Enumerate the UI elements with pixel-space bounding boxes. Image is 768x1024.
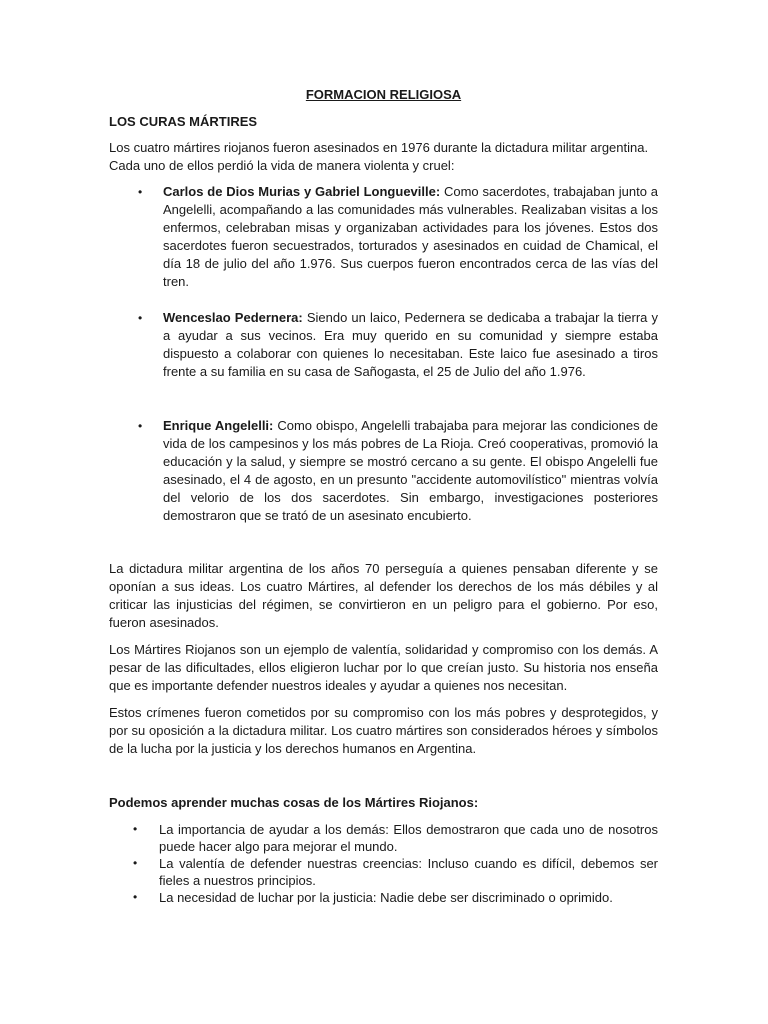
intro-paragraph: Los cuatro mártires riojanos fueron asesinados en 1976 durante la dictadura militar argentina. Cada uno de ellos perdió la vida de manera violenta y cruel:	[109, 140, 649, 173]
lessons-list	[109, 821, 658, 906]
martyr-name: Enrique Angelelli:	[163, 418, 274, 433]
list-item	[109, 417, 658, 525]
list-item	[109, 889, 658, 906]
document-title: FORMACION RELIGIOSA	[305, 87, 462, 102]
body-paragraph: La dictadura militar argentina de los años 70 perseguía a quienes pensaban diferente y se oponían a sus ideas. Los cuatro Mártires, al defender los derechos de los más débiles y al criticar las injusticias del régimen, se convirtieron en un peligro para el gobierno. Por eso, fueron asesinados.	[109, 561, 658, 630]
list-item	[109, 855, 658, 889]
bullet-icon: •	[133, 890, 138, 904]
bullet-icon: •	[138, 419, 143, 433]
lesson-text: La valentía de defender nuestras creencias: Incluso cuando es difícil, debemos ser fieles a nuestros principios.	[159, 856, 658, 888]
list-item	[109, 183, 658, 291]
martyrs-list	[109, 183, 658, 525]
bullet-icon: •	[133, 822, 138, 836]
lessons-heading: Podemos aprender muchas cosas de los Mártires Riojanos:	[109, 795, 479, 810]
body-paragraph: Los Mártires Riojanos son un ejemplo de valentía, solidaridad y compromiso con los demás. A pesar de las dificultades, ellos eligieron luchar por lo que creían justo. Su historia nos enseña que es importante defender nuestros ideales y ayudar a quienes nos necesitan.	[109, 642, 658, 693]
spacer	[109, 525, 658, 552]
martyr-description: Siendo un laico, Pedernera se dedicaba a trabajar la tierra y a ayudar a sus vecinos. Era muy querido en su comunidad y siempre estaba dispuesto a colaborar con quienes lo necesitaban. Este laico fue asesinado a tiros frente a su familia en su casa de Sañogasta, el 25 de Julio del año 1.976.	[163, 310, 658, 379]
list-item	[109, 309, 658, 381]
martyr-name: Carlos de Dios Murias y Gabriel Longueville:	[163, 184, 441, 199]
body-paragraph: Estos crímenes fueron cometidos por su compromiso con los más pobres y desprotegidos, y por su oposición a la dictadura militar. Los cuatro mártires son considerados héroes y símbolos de la lucha por la justicia y los derechos humanos en Argentina.	[109, 705, 658, 756]
bullet-icon: •	[138, 311, 143, 325]
martyr-description: Como obispo, Angelelli trabajaba para mejorar las condiciones de vida de los campesinos y los más pobres de La Rioja. Creó cooperativas, promovió la educación y la salud, y siempre se mostró cercano a su gente. El obispo Angelelli fue asesinado, el 4 de agosto, en un presunto "accidente automovilístico" mientras volvía del velorio de los dos sacerdotes. Sin embargo, investigaciones posteriores demostraron que se trató de un asesinato encubierto.	[163, 418, 658, 523]
martyr-description: Como sacerdotes, trabajaban junto a Angelelli, acompañando a las comunidades más vulnerables. Realizaban visitas a los enfermos, celebraban misas y organizaban actividades para los jóvenes. Estos dos sacerdotes fueron secuestrados, torturados y asesinados en cuidad de Chamical, el día 18 de julio del año 1.976. Sus cuerpos fueron encontrados cerca de las vías del tren.	[163, 184, 658, 289]
martyr-name: Wenceslao Pedernera:	[163, 310, 303, 325]
lesson-text: La importancia de ayudar a los demás: Ellos demostraron que cada uno de nosotros puede hacer algo para mejorar el mundo.	[159, 822, 658, 854]
bullet-icon: •	[133, 856, 138, 870]
list-item	[109, 821, 658, 855]
lesson-text: La necesidad de luchar por la justicia: Nadie debe ser discriminado o oprimido.	[159, 890, 613, 905]
section-heading: LOS CURAS MÁRTIRES	[109, 114, 258, 129]
bullet-icon: •	[138, 185, 143, 199]
